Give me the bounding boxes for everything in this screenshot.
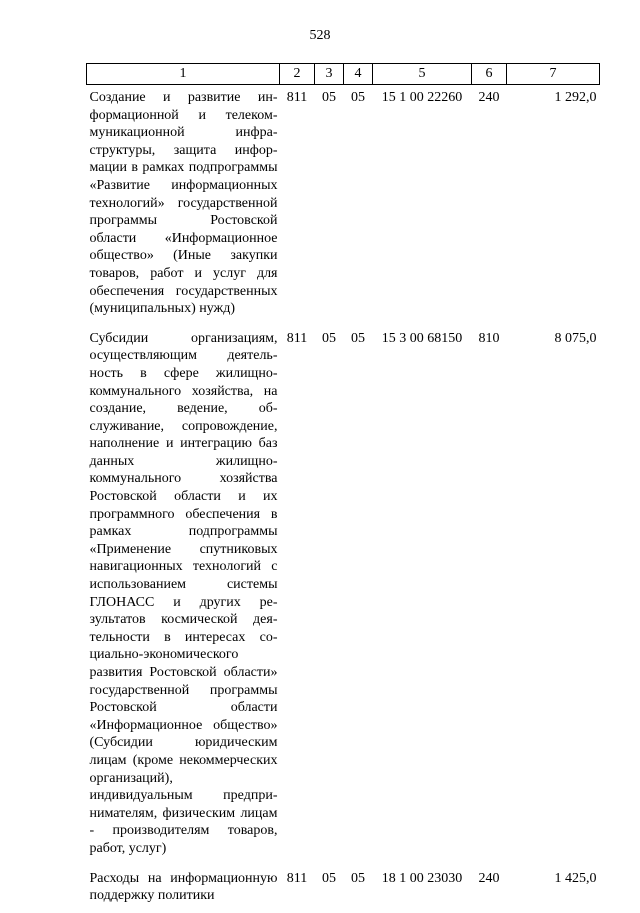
row-subsection-code: 05 [351, 330, 365, 346]
header-col-5: 5 [373, 64, 472, 85]
row-expense-type: 810 [478, 330, 500, 346]
row-target-article: 15 3 00 68150 [381, 330, 463, 346]
row-amount: 1 425,0 [554, 870, 597, 886]
budget-table [86, 63, 600, 913]
header-col-2: 2 [280, 64, 315, 85]
row-expense-type: 240 [478, 870, 500, 886]
header-col-4: 4 [344, 64, 373, 85]
row-amount: 1 292,0 [554, 90, 597, 105]
row-ved-code: 811 [286, 870, 308, 886]
row-ved-code: 811 [286, 90, 308, 105]
table-header [87, 64, 600, 85]
header-row [87, 64, 600, 85]
table-row [87, 85, 600, 326]
row-amount: 8 075,0 [554, 330, 597, 346]
row-name: Расходы на информационную поддержку политики [89, 870, 278, 904]
table-row [87, 326, 600, 866]
page-number: 528 [309, 28, 331, 43]
header-col-3: 3 [315, 64, 344, 85]
table-body [87, 85, 600, 913]
row-section-code: 05 [322, 330, 336, 346]
header-col-1: 1 [87, 64, 280, 85]
row-section-code: 05 [322, 870, 336, 886]
row-name: Субсидии организациям, осуществляющим деятельность в сфере жилищно-коммунального хозяйства, на создание, ведение, обслуживание, сопровождение, наполнение и интеграцию баз данных жилищно-коммунального хозяйства Ростовской области и их программного обеспечения в рамках подпрограммы «Применение спутниковых навигационных технологий с использованием системы ГЛОНАСС и других результатов космической деятельности в интересах социально-экономического развития Ростовской области» государственной программы Ростовской области «Информационное общество» (Субсидии юридическим лицам (кроме некоммерческих организаций), индивидуальным предпринимателям, физическим лицам - производителям товаров, работ, услуг) [89, 330, 278, 856]
table-row [87, 866, 600, 913]
row-expense-type: 240 [478, 90, 500, 105]
row-target-article: 15 1 00 22260 [381, 90, 463, 105]
row-subsection-code: 05 [351, 90, 365, 105]
row-ved-code: 811 [286, 330, 308, 346]
header-col-6: 6 [472, 64, 507, 85]
row-subsection-code: 05 [351, 870, 365, 886]
row-name: Создание и развитие информационной и телекоммуникационной инфраструктуры, защита информации в рамках подпрограммы «Развитие информационных технологий» государственной программы Ростовской области «Информационное общество» (Иные закупки товаров, работ и услуг для обеспечения государственных (муниципальных) нужд) [89, 90, 278, 317]
row-section-code: 05 [322, 90, 336, 105]
header-col-7: 7 [507, 64, 600, 85]
row-target-article: 18 1 00 23030 [381, 870, 463, 886]
